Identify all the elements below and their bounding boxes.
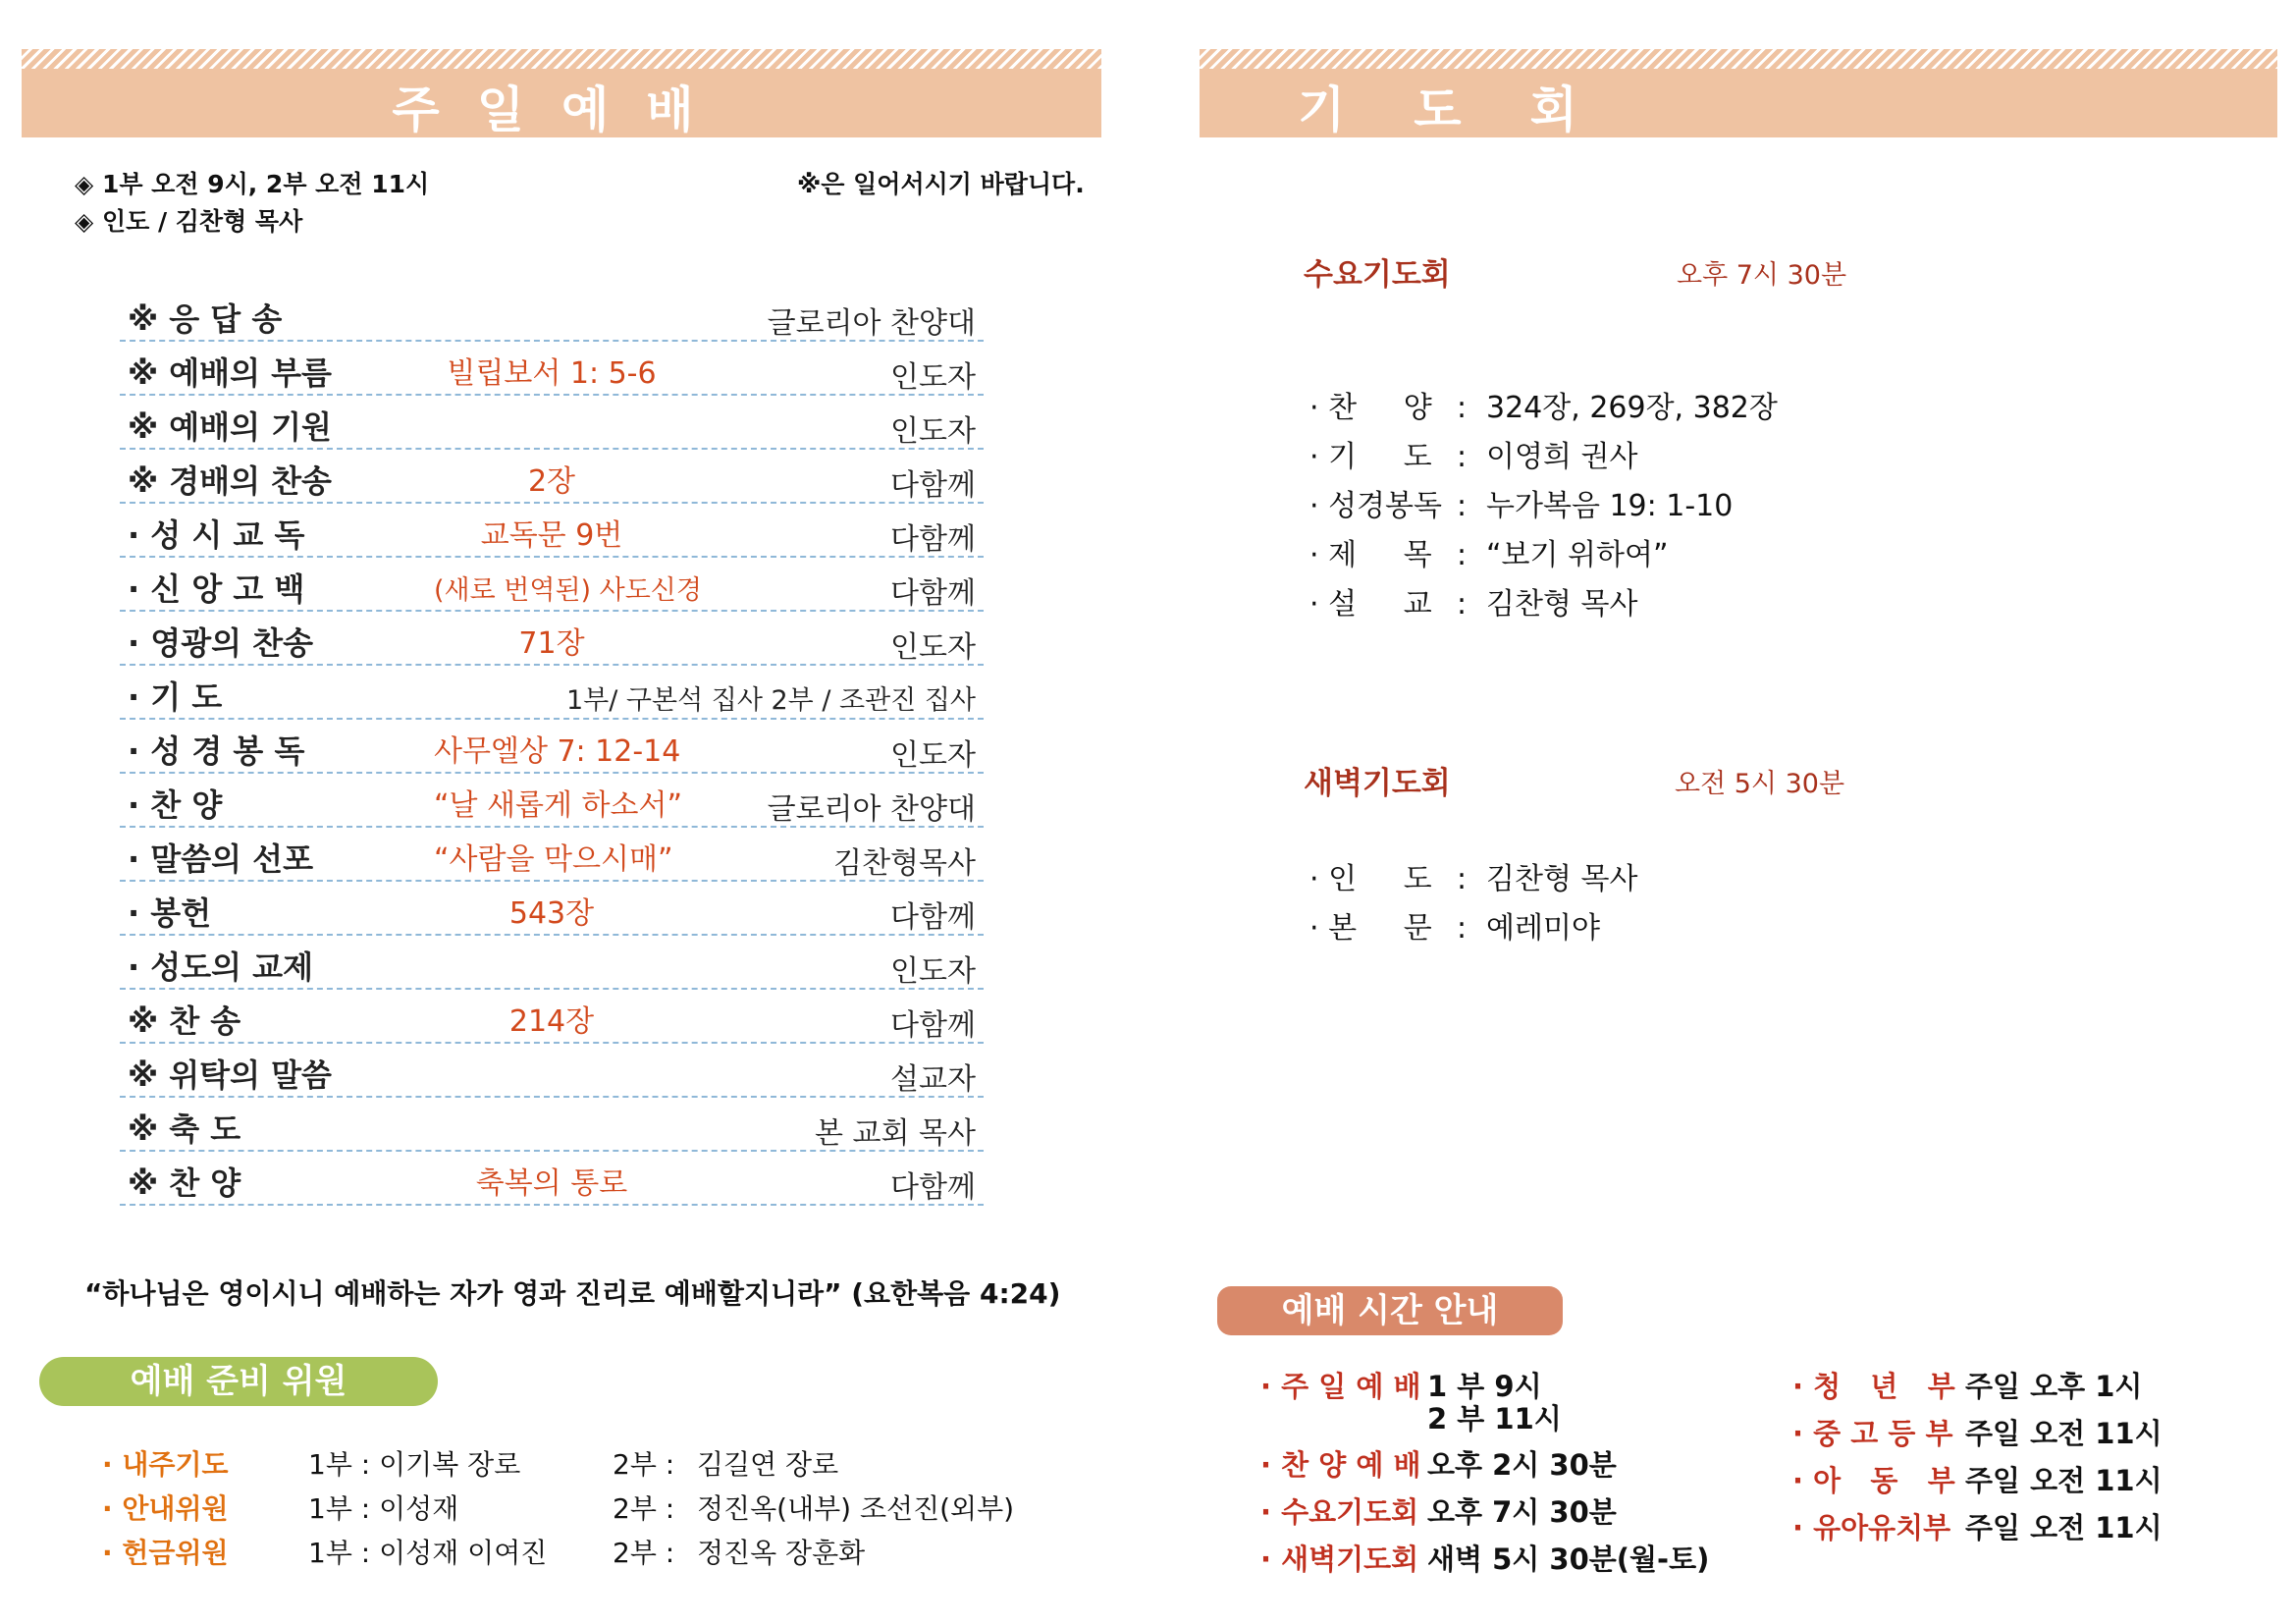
order-row	[120, 1041, 984, 1098]
wed-item-key: · 성경봉독	[1309, 489, 1442, 523]
schedule-key: · 수요기도회	[1260, 1495, 1419, 1529]
prep-second: 정진옥(내부) 조선진(외부)	[697, 1492, 1015, 1525]
prep-first: 1부 : 이성재	[308, 1492, 459, 1525]
prep-role: · 내주기도	[102, 1448, 229, 1481]
wed-item: · 기 도 : 이영희 권사	[1309, 432, 1637, 475]
order-detail: 71장	[518, 626, 585, 661]
order-label: ※ 위탁의 말씀	[128, 1056, 332, 1094]
schedule-title: 예배 시간 안내	[1217, 1286, 1563, 1335]
dawn-item: · 본 문 : 예레미야	[1309, 903, 1600, 947]
schedule-value: 오후 2시 30분	[1427, 1448, 1617, 1482]
order-detail: 빌립보서 1: 5-6	[447, 356, 657, 391]
order-leader: 글로리아 찬양대	[767, 306, 976, 341]
order-row	[120, 447, 984, 504]
schedule-value: 1 부 9시	[1427, 1370, 1542, 1403]
left-banner	[22, 49, 1101, 137]
prep-row	[102, 1532, 866, 1571]
schedule-row	[1792, 1459, 2163, 1499]
schedule-value: 주일 오후 1시	[1965, 1370, 2143, 1403]
order-label: ※ 응 답 송	[128, 300, 283, 338]
wed-item: · 설 교 : 김찬형 목사	[1309, 579, 1637, 623]
prep-row	[102, 1488, 1015, 1527]
prep-role: · 헌금위원	[102, 1537, 229, 1569]
order-row	[120, 825, 984, 882]
order-label: · 성 경 봉 독	[128, 732, 305, 770]
schedule-value: 주일 오전 11시	[1965, 1464, 2163, 1497]
order-detail: “사람을 막으시매”	[434, 842, 673, 877]
prep-first: 1부 : 이성재 이여진	[308, 1537, 548, 1569]
order-leader: 다함께	[890, 468, 976, 503]
prep-committee-title: 예배 준비 위원	[39, 1357, 438, 1406]
info-line-1: ◈ 1부 오전 9시, 2부 오전 11시	[75, 170, 430, 198]
schedule-key: · 중 고 등 부	[1792, 1417, 1953, 1450]
schedule-row	[1260, 1538, 1709, 1578]
order-label: · 성도의 교제	[128, 948, 313, 986]
schedule-key: · 찬 양 예 배	[1260, 1448, 1421, 1482]
schedule-value: 새벽 5시 30분(월-토)	[1427, 1543, 1710, 1576]
order-detail: 214장	[508, 1004, 595, 1039]
order-row	[120, 339, 984, 396]
schedule-row	[1260, 1443, 1617, 1484]
dawn-item-value: 김찬형 목사	[1486, 862, 1638, 896]
order-row	[120, 609, 984, 666]
order-leader: 인도자	[890, 954, 976, 989]
order-leader: 다함께	[890, 576, 976, 611]
dawn-prayer-title: 새벽기도회	[1304, 766, 1451, 801]
order-leader: 인도자	[890, 360, 976, 395]
order-row	[120, 879, 984, 936]
dawn-item-value: 예레미야	[1486, 911, 1600, 946]
wed-item: · 제 목 : “보기 위하여”	[1309, 530, 1669, 573]
order-leader: 다함께	[890, 522, 976, 557]
left-banner-title: 주일예배	[392, 81, 731, 138]
order-row	[120, 285, 984, 342]
wed-item-value: “보기 위하여”	[1486, 538, 1669, 572]
order-detail: 사무엘상 7: 12-14	[434, 734, 681, 769]
order-row	[120, 717, 984, 774]
order-label: · 성 시 교 독	[128, 516, 305, 554]
order-row	[120, 393, 984, 450]
info-line-2: ◈ 인도 / 김찬형 목사	[75, 207, 303, 236]
schedule-row	[1260, 1397, 1562, 1437]
order-leader: 다함께	[890, 900, 976, 935]
order-row	[120, 501, 984, 558]
order-detail: 2장	[527, 464, 576, 499]
schedule-key: · 새벽기도회	[1260, 1543, 1419, 1576]
order-label: ※ 경배의 찬송	[128, 462, 332, 500]
right-banner	[1200, 49, 2277, 137]
order-leader: 다함께	[890, 1008, 976, 1043]
wed-item: · 찬 양 : 324장, 269장, 382장	[1309, 383, 1778, 426]
order-leader: 글로리아 찬양대	[767, 792, 976, 827]
diamond-icon: ◈	[75, 207, 102, 236]
prep-first: 1부 : 이기복 장로	[308, 1448, 521, 1481]
scripture-verse: “하나님은 영이시니 예배하는 자가 영과 진리로 예배할지니라” (요한복음 4:24)	[84, 1277, 1061, 1310]
wed-item-key: · 기 도	[1309, 440, 1432, 474]
order-leader: 설교자	[890, 1062, 976, 1097]
order-row	[120, 771, 984, 828]
prep-row	[102, 1443, 839, 1483]
schedule-key: · 주 일 예 배	[1260, 1370, 1421, 1403]
order-label: · 영광의 찬송	[128, 624, 313, 662]
schedule-row	[1792, 1365, 2142, 1405]
order-leader: 1부/ 구본석 집사 2부 / 조관진 집사	[565, 685, 976, 716]
order-label: ※ 예배의 부름	[128, 354, 332, 392]
wed-item-value: 324장, 269장, 382장	[1486, 391, 1778, 425]
order-row	[120, 555, 984, 612]
wed-item: · 성경봉독 : 누가복음 19: 1-10	[1309, 481, 1733, 524]
order-label: ※ 축 도	[128, 1110, 241, 1148]
order-detail: 543장	[508, 896, 595, 931]
order-leader: 김찬형목사	[833, 846, 976, 881]
prep-second: 정진옥 장훈화	[697, 1537, 866, 1569]
wed-item-value: 이영희 권사	[1486, 440, 1638, 474]
order-row	[120, 663, 984, 720]
order-leader: 인도자	[890, 414, 976, 449]
order-label: · 봉헌	[128, 894, 212, 932]
dawn-item-key: · 인 도	[1309, 862, 1432, 896]
dawn-item: · 인 도 : 김찬형 목사	[1309, 854, 1637, 897]
schedule-value: 2 부 11시	[1427, 1402, 1562, 1435]
wed-item-value: 누가복음 19: 1-10	[1486, 489, 1734, 523]
wed-item-value: 김찬형 목사	[1486, 587, 1638, 622]
dawn-item-key: · 본 문	[1309, 911, 1432, 946]
order-leader: 인도자	[890, 630, 976, 665]
schedule-key: · 유아유치부	[1792, 1511, 1951, 1544]
wednesday-prayer-time: 오후 7시 30분	[1677, 260, 1847, 291]
schedule-key: · 청 년 부	[1792, 1370, 1955, 1403]
order-leader: 다함께	[890, 1170, 976, 1205]
order-label: ※ 찬 양	[128, 1164, 241, 1202]
wednesday-prayer-title: 수요기도회	[1304, 257, 1451, 293]
order-label: · 말씀의 선포	[128, 840, 313, 878]
order-label: ※ 찬 송	[128, 1002, 241, 1040]
wed-item-key: · 설 교	[1309, 587, 1432, 622]
order-detail: 축복의 통로	[475, 1166, 628, 1201]
order-row	[120, 933, 984, 990]
schedule-row	[1260, 1490, 1617, 1531]
wed-item-key: · 제 목	[1309, 538, 1432, 572]
banner-hatch	[1200, 49, 2277, 69]
order-detail: 교독문 9번	[480, 518, 623, 553]
order-row	[120, 1095, 984, 1152]
schedule-key: · 아 동 부	[1792, 1464, 1955, 1497]
stand-note: ※은 일어서시기 바랍니다.	[797, 170, 1085, 198]
order-label: · 신 앙 고 백	[128, 570, 305, 608]
order-leader: 인도자	[890, 738, 976, 773]
wed-item-key: · 찬 양	[1309, 391, 1432, 425]
prep-second-label: 2부 :	[613, 1448, 675, 1481]
diamond-icon: ◈	[75, 170, 102, 198]
order-label: · 찬 양	[128, 786, 223, 824]
order-leader: 본 교회 목사	[815, 1116, 976, 1151]
order-label: · 기 도	[128, 678, 223, 716]
schedule-value: 주일 오전 11시	[1965, 1417, 2163, 1450]
order-detail: “날 새롭게 하소서”	[434, 788, 683, 823]
schedule-row	[1792, 1506, 2163, 1546]
right-banner-title: 기도회	[1298, 81, 1646, 138]
prep-second-label: 2부 :	[613, 1492, 675, 1525]
order-row	[120, 1149, 984, 1206]
schedule-value: 주일 오전 11시	[1965, 1511, 2163, 1544]
schedule-row	[1792, 1412, 2163, 1452]
prep-second: 김길연 장로	[697, 1448, 839, 1481]
order-detail: (새로 번역된) 사도신경	[434, 575, 702, 606]
schedule-value: 오후 7시 30분	[1427, 1495, 1617, 1529]
dawn-prayer-time: 오전 5시 30분	[1675, 769, 1845, 799]
prep-second-label: 2부 :	[613, 1537, 675, 1569]
prep-role: · 안내위원	[102, 1492, 229, 1525]
order-row	[120, 987, 984, 1044]
order-label: ※ 예배의 기원	[128, 408, 332, 446]
banner-hatch	[22, 49, 1101, 69]
